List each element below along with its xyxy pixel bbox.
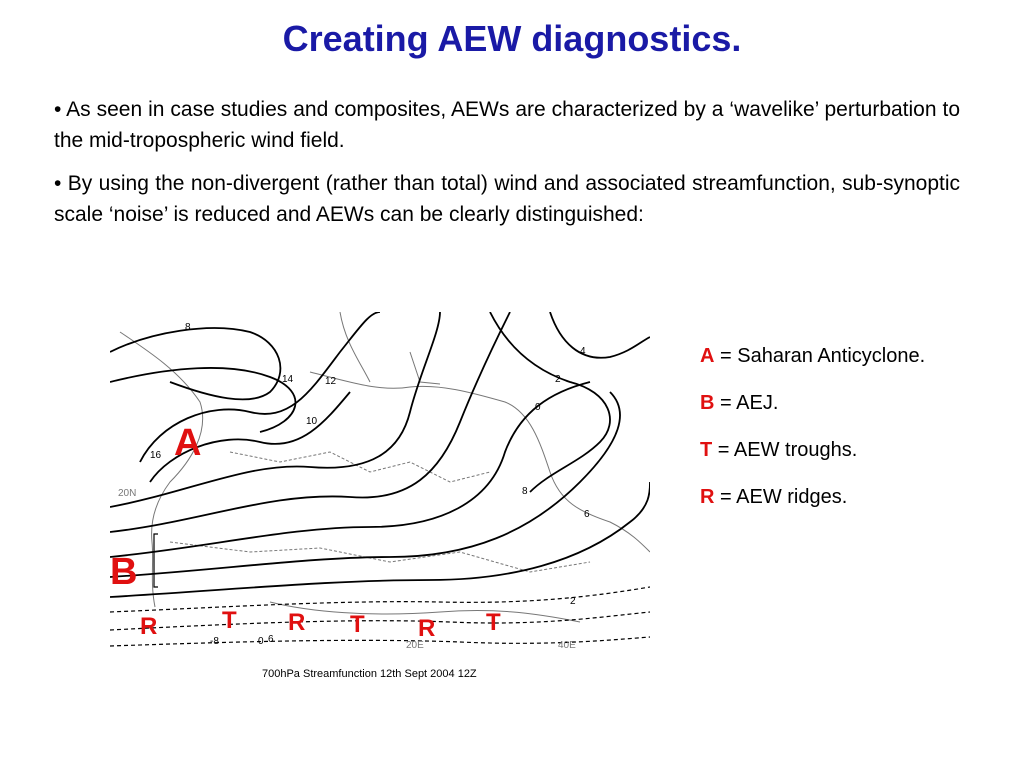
lon-label: 40E [558, 640, 576, 651]
contour-label: 2 [555, 374, 561, 385]
contour-label: 0 [535, 402, 541, 413]
bullet-item: • As seen in case studies and composites, AEWs are characterized by a ‘wavelike’ perturbation to the mid-tropospheric wind field. [54, 98, 961, 152]
bullet-item: • By using the non-divergent (rather than total) wind and associated streamfunction, sub-synoptic scale ‘noise’ is reduced and AEWs can be clearly distinguished: [54, 172, 960, 226]
contour-label: 16 [150, 450, 162, 461]
label-A: A [174, 422, 202, 464]
contour-label: -8 [210, 636, 219, 647]
aej-bracket [154, 534, 158, 587]
lon-label: 20E [406, 640, 424, 651]
contour-label: 6 [584, 509, 590, 520]
label-R: R [140, 613, 158, 640]
contour-label: 6 [268, 634, 274, 645]
legend [700, 345, 1010, 533]
map-caption: 700hPa Streamfunction 12th Sept 2004 12Z [262, 668, 477, 680]
contour-label: 10 [306, 416, 318, 427]
contour-label: 2 [570, 596, 576, 607]
legend-text: = AEW troughs. [712, 439, 858, 461]
legend-text: = AEJ. [714, 392, 779, 414]
legend-key: A [700, 345, 715, 367]
dashed-contours [110, 587, 650, 646]
label-T: T [486, 609, 501, 636]
streamfunction-map [110, 312, 650, 652]
legend-key: R [700, 486, 715, 508]
label-T: T [222, 607, 237, 634]
legend-item [700, 486, 1010, 533]
legend-item [700, 439, 1010, 486]
contour-label: 0 [258, 636, 264, 647]
legend-key: T [700, 439, 713, 461]
label-R: R [418, 615, 436, 642]
bullet-text: As seen in case studies and composites, AEWs are characterized by a ‘wavelike’ perturbation to the mid-tropospheric wind field. [54, 98, 961, 152]
label-B: B [110, 551, 138, 593]
contour-label: 4 [580, 346, 586, 357]
label-R: R [288, 609, 306, 636]
slide-title: Creating AEW diagnostics. [282, 18, 742, 59]
coastlines [120, 312, 650, 622]
legend-item [700, 392, 1010, 439]
map-figure [110, 312, 650, 652]
contour-label: 8 [522, 486, 528, 497]
bullet-text: By using the non-divergent (rather than total) wind and associated streamfunction, sub-synoptic scale ‘noise’ is reduced and AEWs can be clearly distinguished: [54, 172, 960, 226]
legend-item [700, 345, 1010, 392]
bullet-list [54, 94, 960, 242]
legend-text: = Saharan Anticyclone. [714, 345, 926, 367]
contour-label: 14 [282, 374, 294, 385]
lat-label: 20N [118, 488, 137, 499]
contour-label: 12 [325, 376, 337, 387]
legend-text: = AEW ridges. [714, 486, 848, 508]
legend-key: B [700, 392, 715, 414]
label-T: T [350, 611, 365, 638]
contour-label: 8 [185, 322, 191, 333]
